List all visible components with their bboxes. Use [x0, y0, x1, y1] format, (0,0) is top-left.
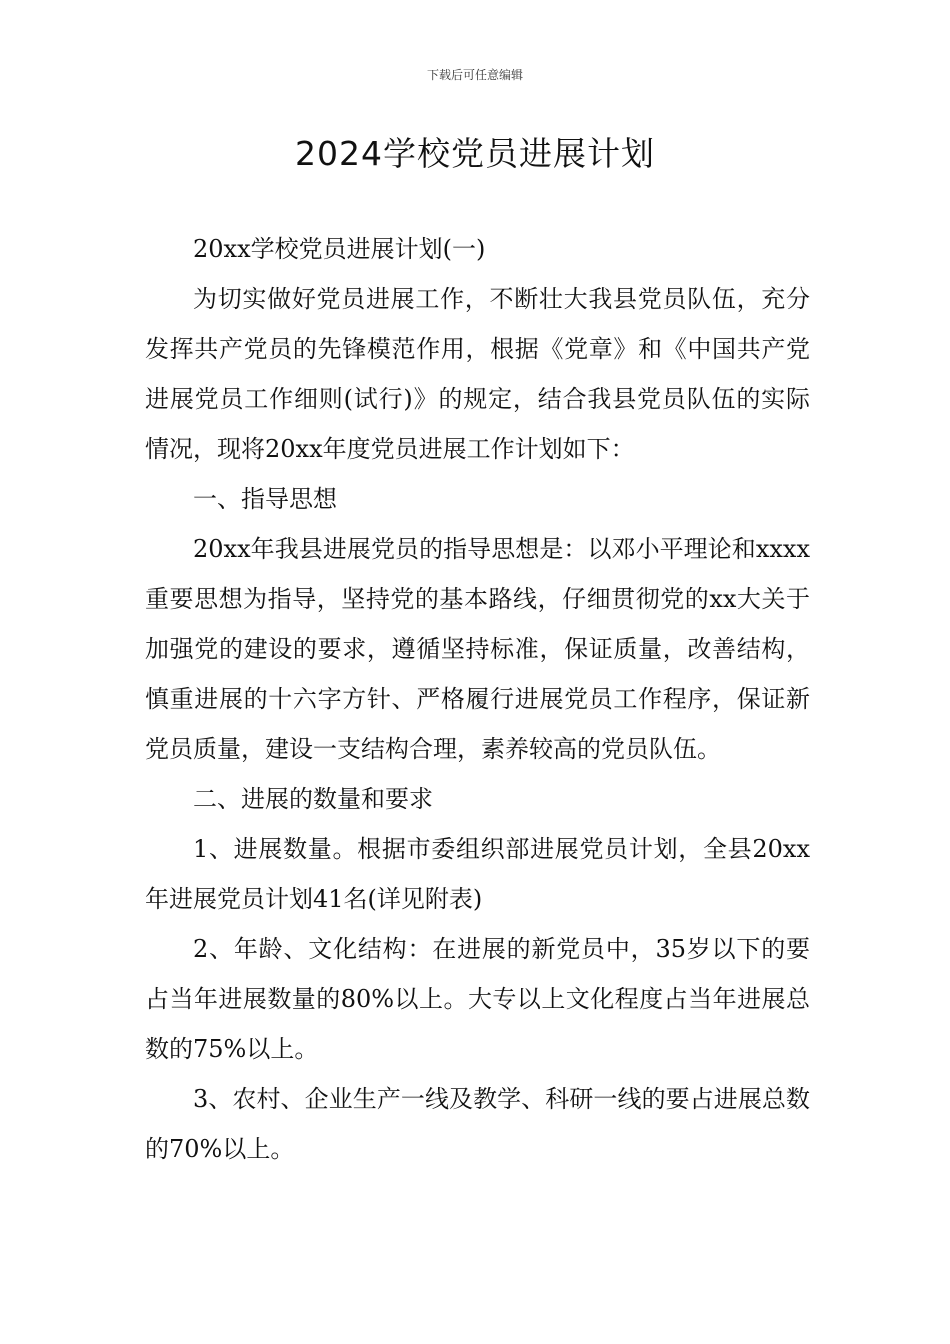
- paragraph-guiding-ideology: 20xx年我县进展党员的指导思想是：以邓小平理论和xxxx重要思想为指导，坚持党的基本路线，仔细贯彻党的xx大关于加强党的建设的要求，遵循坚持标准，保证质量，改善结构，慎重进展的十六字方针、严格履行进展党员工作程序，保证新党员质量，建设一支结构合理，素养较高的党员队伍。: [145, 535, 810, 763]
- paragraph-item-2: 2、年龄、文化结构：在进展的新党员中，35岁以下的要占当年进展数量的80%以上。大专以上文化程度占当年进展总数的75%以上。: [145, 935, 810, 1063]
- document-title: 2024学校党员进展计划: [295, 134, 655, 173]
- paragraph-item-3: 3、农村、企业生产一线及教学、科研一线的要占进展总数的70%以上。: [145, 1085, 810, 1163]
- paragraph-subtitle: 20xx学校党员进展计划(一): [193, 235, 486, 263]
- document-body: [145, 224, 810, 1174]
- paragraph-intro: 为切实做好党员进展工作，不断壮大我县党员队伍，充分发挥共产党员的先锋模范作用，根据《党章》和《中国共产党进展党员工作细则(试行)》的规定，结合我县党员队伍的实际情况，现将20xx年度党员进展工作计划如下：: [145, 285, 810, 463]
- header-note: 下载后可任意编辑: [426, 68, 523, 82]
- section-heading-guiding-ideology: 一、指导思想: [193, 485, 337, 513]
- section-heading-quantity-requirements: 二、进展的数量和要求: [193, 785, 433, 813]
- paragraph-item-1: 1、进展数量。根据市委组织部进展党员计划，全县20xx年进展党员计划41名(详见附表): [145, 835, 810, 913]
